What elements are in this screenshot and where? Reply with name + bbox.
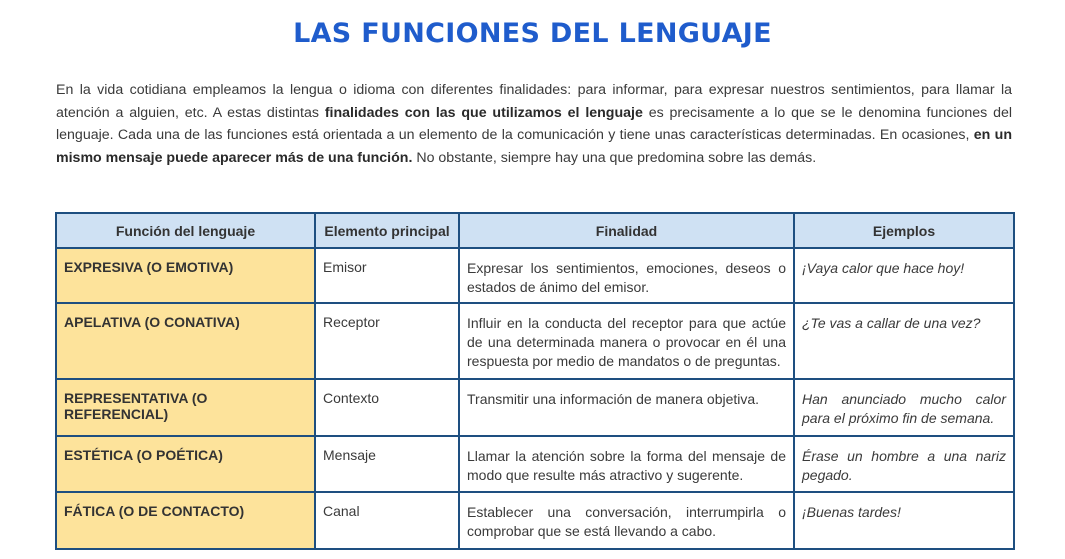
table-row [56, 248, 1014, 303]
cell-elemento: Mensaje [315, 436, 459, 492]
cell-funcion: APELATIVA (O CONATIVA) [56, 303, 315, 379]
cell-elemento: Canal [315, 492, 459, 549]
cell-finalidad: Transmitir una información de manera objetiva. [459, 379, 794, 436]
cell-ejemplo: ¿Te vas a callar de una vez? [794, 303, 1014, 379]
intro-paragraph [56, 79, 1012, 169]
cell-finalidad: Influir en la conducta del receptor para que actúe de una determinada manera o provocar en él una respuesta por medio de mandatos o de preguntas. [459, 303, 794, 379]
table-row [56, 303, 1014, 379]
intro-text-1: En la vida cotidiana empleamos la lengua o idioma con diferentes finalidades: para informar, para expresar nuestros sentimientos, para llamar la atención a alguien, etc. A estas distintas [56, 82, 1012, 121]
table-row [56, 379, 1014, 436]
cell-ejemplo: Han anunciado mucho calor para el próximo fin de semana. [794, 379, 1014, 436]
cell-elemento: Emisor [315, 248, 459, 303]
cell-ejemplo: ¡Vaya calor que hace hoy! [794, 248, 1014, 303]
header-finalidad: Finalidad [459, 213, 794, 248]
intro-bold-2: en un mismo mensaje puede aparecer más de una función. [56, 127, 1012, 166]
cell-finalidad: Expresar los sentimientos, emociones, deseos o estados de ánimo del emisor. [459, 248, 794, 303]
cell-ejemplo: ¡Buenas tardes! [794, 492, 1014, 549]
header-elemento: Elemento principal [315, 213, 459, 248]
header-ejemplos: Ejemplos [794, 213, 1014, 248]
cell-ejemplo: Érase un hombre a una nariz pegado. [794, 436, 1014, 492]
functions-table [55, 212, 1015, 550]
cell-elemento: Receptor [315, 303, 459, 379]
intro-text-3: No obstante, siempre hay una que predomina sobre las demás. [412, 149, 817, 166]
table-header-row [56, 213, 1014, 248]
page-title: LAS FUNCIONES DEL LENGUAJE [293, 18, 772, 49]
cell-funcion: REPRESENTATIVA (O REFERENCIAL) [56, 379, 315, 436]
cell-finalidad: Establecer una conversación, interrumpirla o comprobar que se está llevando a cabo. [459, 492, 794, 549]
cell-funcion: ESTÉTICA (O POÉTICA) [56, 436, 315, 492]
table-row [56, 492, 1014, 549]
intro-bold-1: finalidades con las que utilizamos el lenguaje [324, 104, 643, 121]
intro-text-2: es precisamente a lo que se le denomina funciones del lenguaje. Cada una de las funciones está orientada a un elemento de la comunicación y tiene unas características determinadas. En ocasiones, [56, 104, 1012, 143]
header-funcion: Función del lenguaje [56, 213, 315, 248]
cell-elemento: Contexto [315, 379, 459, 436]
cell-funcion: FÁTICA (O DE CONTACTO) [56, 492, 315, 549]
cell-funcion: EXPRESIVA (O EMOTIVA) [56, 248, 315, 303]
cell-finalidad: Llamar la atención sobre la forma del mensaje de modo que resulte más atractivo y sugerente. [459, 436, 794, 492]
table-row [56, 436, 1014, 492]
